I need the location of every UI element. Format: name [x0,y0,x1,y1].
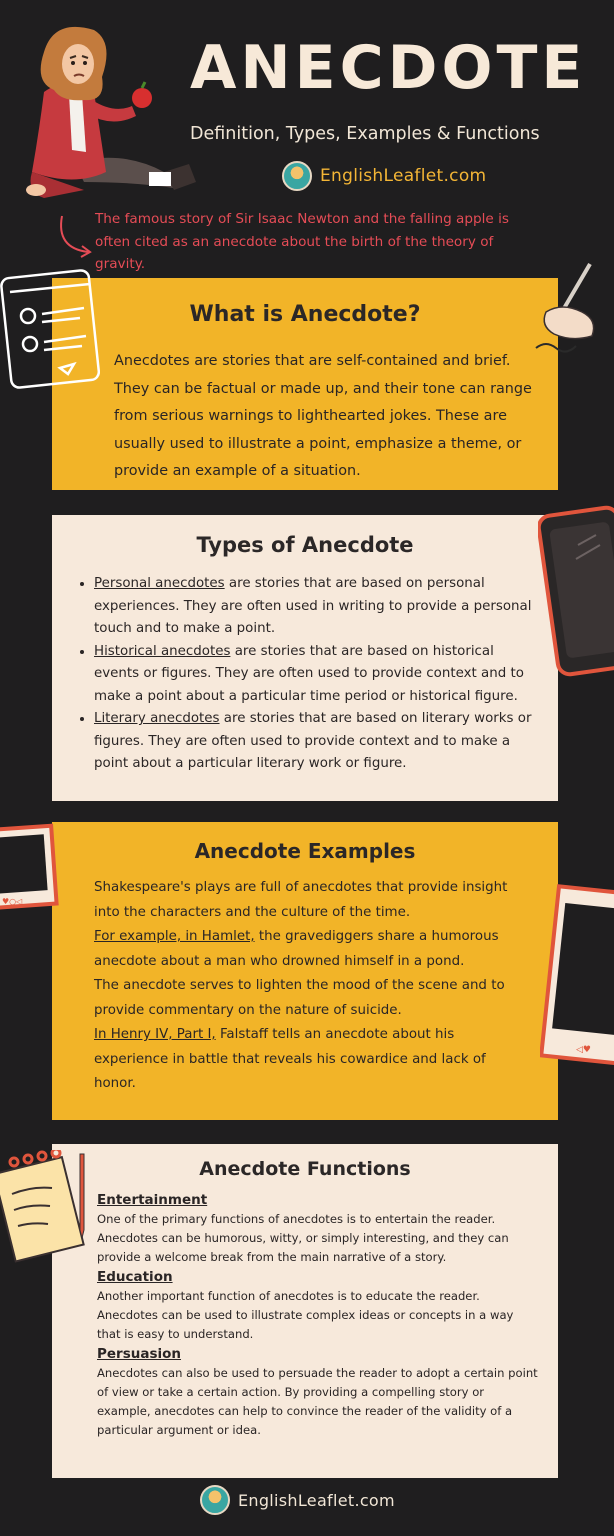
brand-header[interactable] [282,160,486,192]
hand-pen-icon [532,262,604,362]
examples-card [52,822,558,1120]
function-text: Anecdotes can also be used to persuade the reader to adopt a certain point of view or take a certain action. By providing a compelling story or example, anecdotes can help to convince the reader of the validity of a particular argument or idea. [97,1366,538,1437]
type-text: are stories that are based on personal experiences. They are often used in writing to provide a personal touch and to make a point. [94,576,532,636]
example-lead: For example, in Hamlet, [94,929,255,944]
page-title: ANECDOTE [190,33,587,103]
list-item [94,708,536,776]
type-text: are stories that are based on literary works or figures. They are often used to provide context and to make a point about a particular literary work or figure. [94,711,532,771]
type-term: Literary anecdotes [94,711,220,726]
intro-text: The famous story of Sir Isaac Newton and the falling apple is often cited as an anecdote about the birth of the theory of gravity. [95,211,509,272]
example-paragraph: The anecdote serves to lighten the mood of the scene and to provide commentary on the nature of suicide. [94,978,505,1018]
brand-name: EnglishLeaflet.com [320,166,487,186]
function-text: One of the primary functions of anecdotes is to entertain the reader. Anecdotes can be humorous, witty, or simply interesting, and they can provide a welcome break from the main narrative of a story. [97,1212,509,1264]
curved-arrow-icon [52,214,98,260]
brand-logo-icon [282,161,312,191]
function-title: Education [97,1269,173,1285]
svg-text:♥○◁: ♥○◁ [2,897,23,906]
example-paragraph: the gravediggers share a humorous anecdote about a man who drowned himself in a pond. [94,929,499,969]
type-term: Personal anecdotes [94,576,225,591]
function-title: Entertainment [97,1192,208,1208]
example-paragraph: Falstaff tells an anecdote about his experience in battle that reveals his cowardice and lack of honor. [94,1027,486,1091]
what-is-card [52,278,558,490]
example-paragraph: Shakespeare's plays are full of anecdotes that provide insight into the characters and the culture of the time. [94,880,508,920]
functions-card [52,1144,558,1478]
function-section [97,1344,538,1440]
svg-text:◁♥: ◁♥ [576,1045,591,1055]
list-item [94,573,536,641]
types-list [78,573,536,776]
example-lead: In Henry IV, Part I, [94,1027,216,1042]
page-subtitle: Definition, Types, Examples & Functions [190,124,540,144]
phone-icon [538,505,614,685]
function-text: Another important function of anecdotes is to educate the reader. Anecdotes can be used to illustrate complex ideas or concepts in a way that is easy to understand. [97,1289,514,1341]
footer-brand-name: EnglishLeaflet.com [238,1490,395,1510]
browser-window-icon [0,268,100,396]
examples-body [94,876,524,1097]
function-section [97,1267,538,1344]
function-title: Persuasion [97,1346,182,1362]
types-card [52,515,558,801]
social-frame-left-icon [0,818,62,914]
newton-illustration [14,22,204,207]
what-is-body: Anecdotes are stories that are self-contained and brief. They can be factual or made up, and their tone can range from serious warnings to lighthearted jokes. These are usually used to illustrate a point, emphasize a theme, or provide an example of a situation. [114,353,532,479]
type-term: Historical anecdotes [94,643,231,659]
brand-footer[interactable] [200,1483,395,1517]
brand-logo-icon [200,1485,230,1515]
functions-heading: Anecdote Functions [199,1158,411,1180]
list-item [94,641,536,709]
notepad-icon [0,1150,92,1266]
type-text: are stories that are based on historical events or figures. They are often used to provide context and to make a point about a particular time period or historical figure. [94,643,524,704]
function-section [97,1190,538,1267]
what-is-heading: What is Anecdote? [189,302,421,327]
types-heading: Types of Anecdote [196,533,414,557]
social-frame-right-icon [540,884,614,1068]
examples-heading: Anecdote Examples [194,839,416,863]
